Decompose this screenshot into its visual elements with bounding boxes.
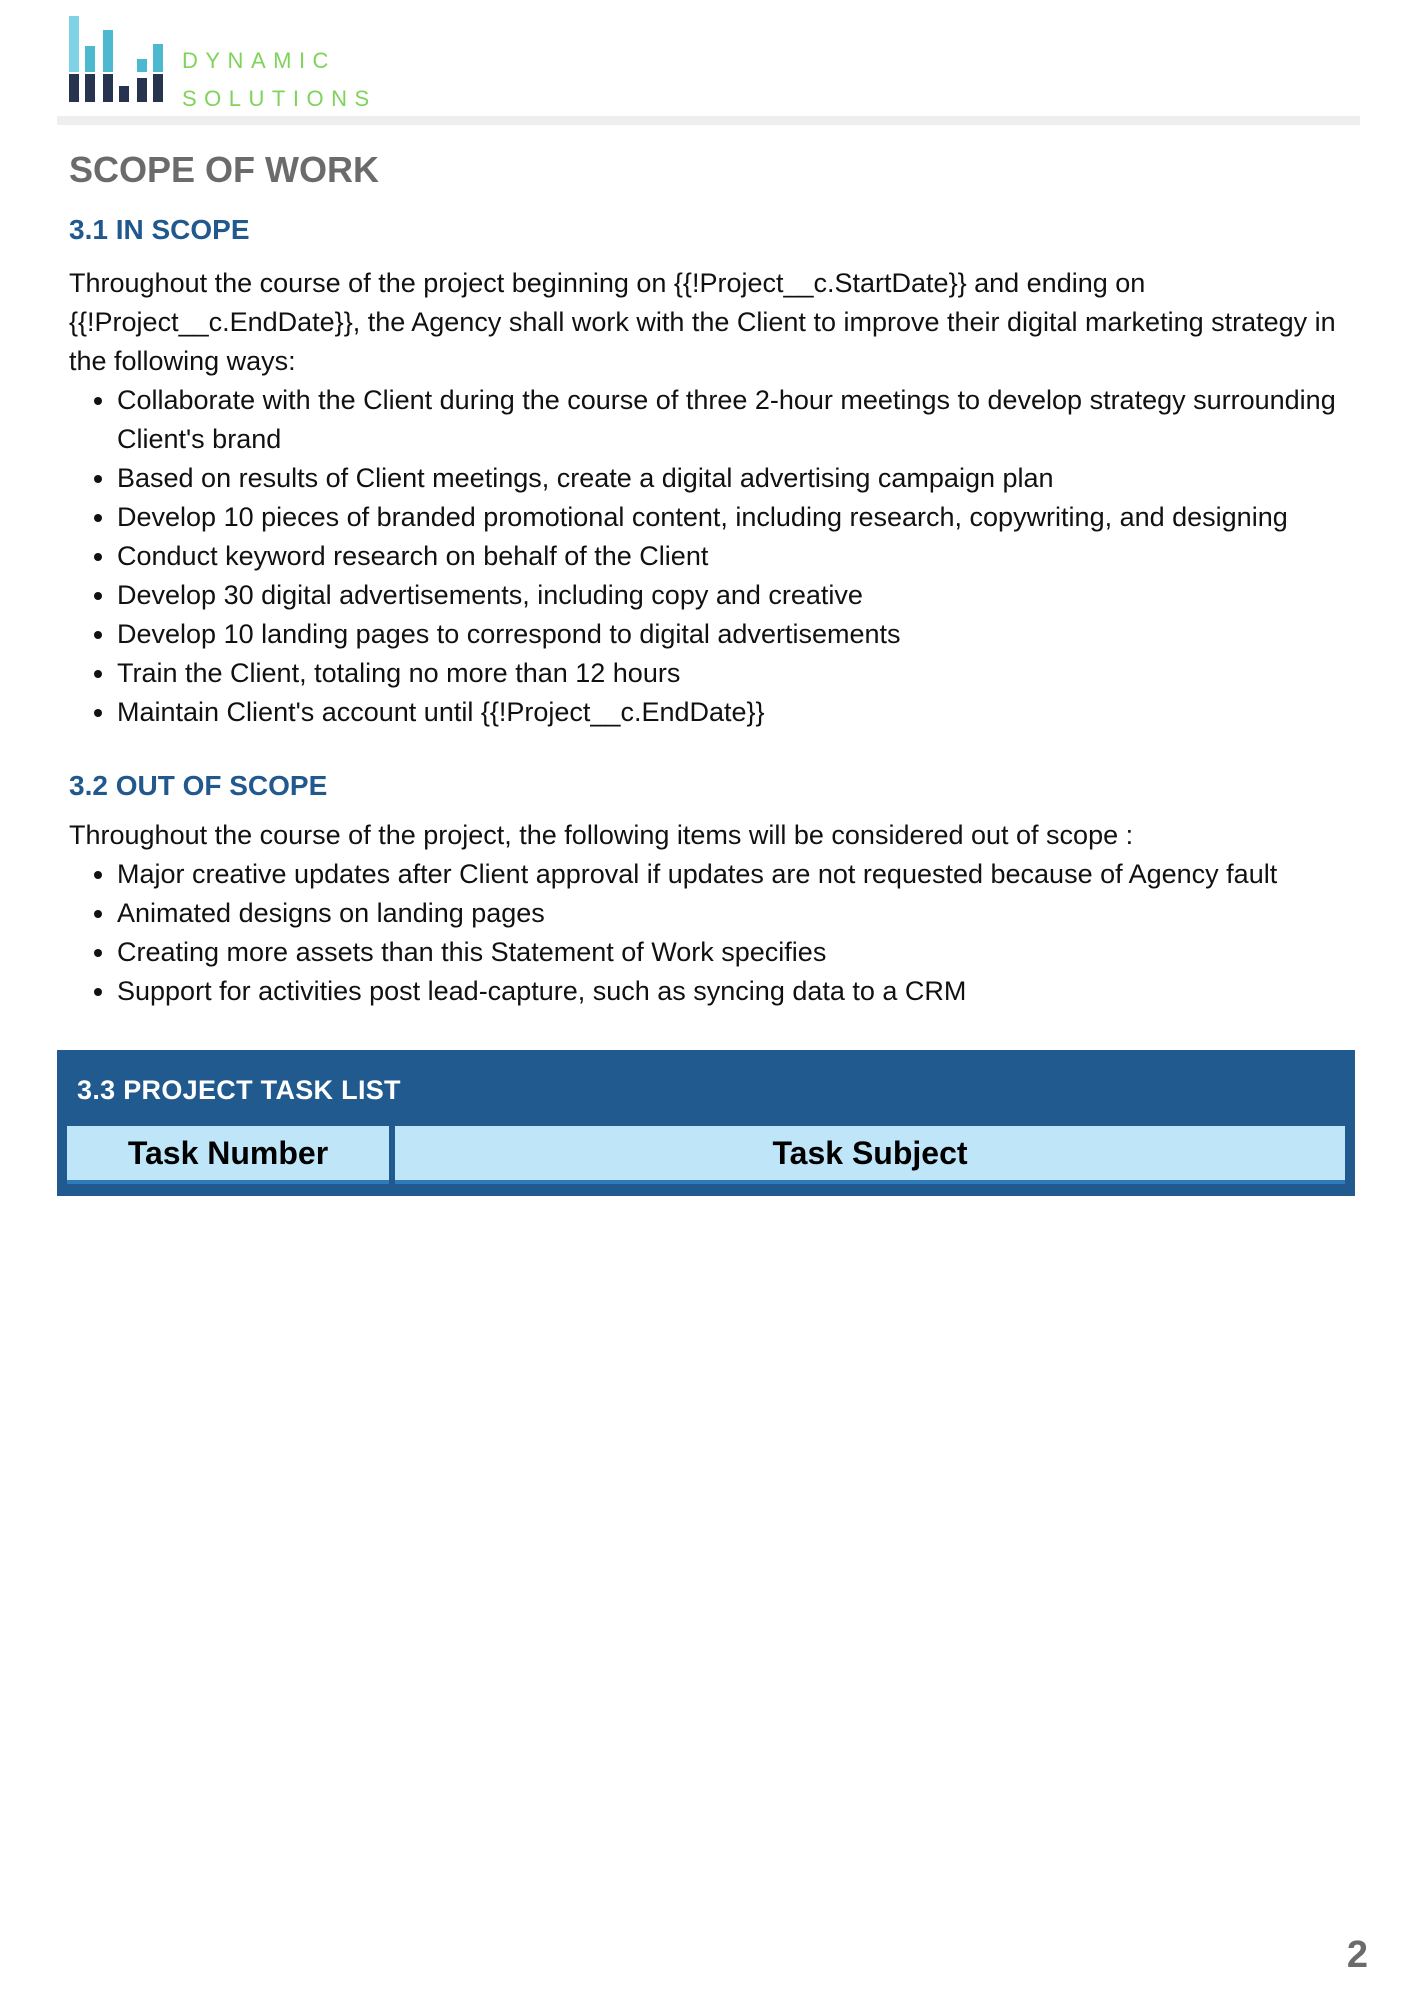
in-scope-intro: Throughout the course of the project beginning on {{!Project__c.StartDate}} and ending on {{!Project__c.EndDate}}, the Agency shall work with the Client to improve their digital marketing strategy in the following ways: <box>69 268 1336 376</box>
in-scope-heading: 3.1 IN SCOPE <box>69 214 250 245</box>
list-item: • Develop 10 landing pages to correspond to digital advertisements <box>117 615 1359 654</box>
out-of-scope-list <box>69 855 1359 1011</box>
company-logo <box>69 16 379 111</box>
list-item: • Support for activities post lead-capture, such as syncing data to a CRM <box>117 972 1359 1011</box>
out-of-scope-intro: Throughout the course of the project, the following items will be considered out of scope : <box>69 820 1134 850</box>
column-header-task-subject: Task Subject <box>395 1126 1345 1184</box>
logo-line-1: DYNAMIC <box>182 48 336 73</box>
task-table-header <box>67 1126 1345 1184</box>
in-scope-list <box>69 381 1359 732</box>
list-item: • Animated designs on landing pages <box>117 894 1359 933</box>
list-item: • Train the Client, totaling no more than 12 hours <box>117 654 1359 693</box>
list-item: • Develop 10 pieces of branded promotional content, including research, copywriting, and designing <box>117 498 1359 537</box>
list-item: • Creating more assets than this Statement of Work specifies <box>117 933 1359 972</box>
list-item: • Develop 30 digital advertisements, including copy and creative <box>117 576 1359 615</box>
list-item: • Conduct keyword research on behalf of the Client <box>117 537 1359 576</box>
list-item: • Major creative updates after Client approval if updates are not requested because of Agency fault <box>117 855 1359 894</box>
document-content <box>69 140 1359 1011</box>
list-item: • Maintain Client's account until {{!Project__c.EndDate}} <box>117 693 1359 732</box>
list-item: • Collaborate with the Client during the course of three 2-hour meetings to develop strategy surrounding Client's brand <box>117 381 1359 459</box>
page-number: 2 <box>1346 1934 1368 1976</box>
task-list-heading: 3.3 PROJECT TASK LIST <box>77 1075 401 1105</box>
column-header-task-number: Task Number <box>67 1126 389 1184</box>
bar-chart-logo-icon <box>69 16 167 102</box>
logo-wordmark <box>182 42 377 118</box>
page-title: SCOPE OF WORK <box>69 149 380 190</box>
list-item: • Based on results of Client meetings, create a digital advertising campaign plan <box>117 459 1359 498</box>
logo-line-2: SOLUTIONS <box>182 86 377 111</box>
header-divider <box>57 116 1360 125</box>
project-task-list <box>57 1050 1355 1196</box>
out-of-scope-heading: 3.2 OUT OF SCOPE <box>69 770 328 801</box>
